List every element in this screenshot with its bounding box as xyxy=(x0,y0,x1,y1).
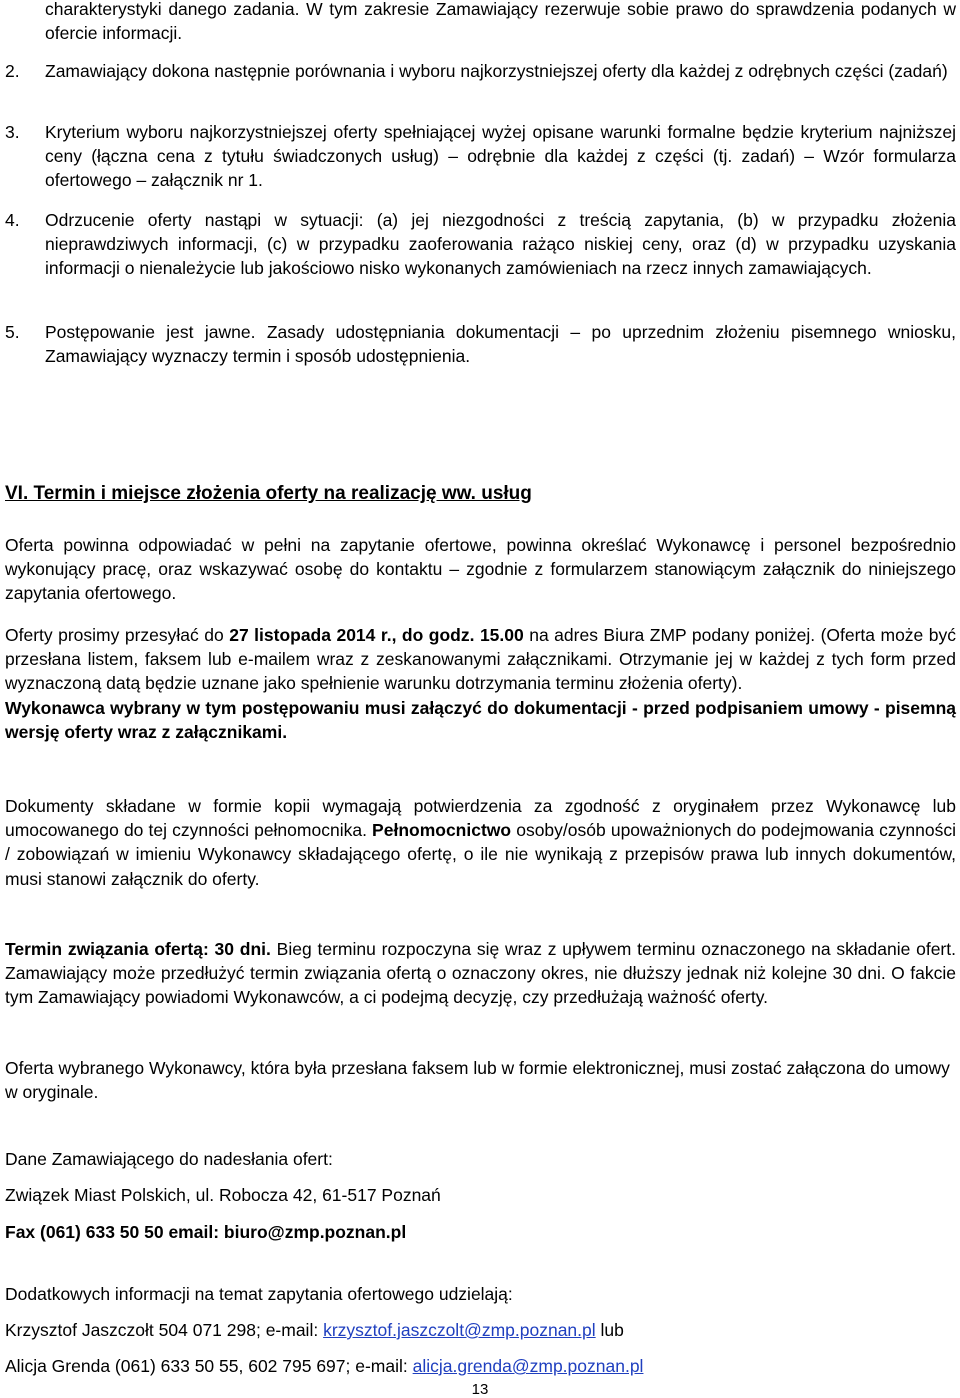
paragraph-deadline: Oferty prosimy przesyłać do 27 listopada 2014 r., do godz. 15.00 na adres Biura ZMP podany poniżej. (Oferta może być przesłana listem, faksem lub e-mailem wraz z zeskanowanymi załącznikami. Otrzymanie jej w każdej z tych form przed wyznaczoną datą będzie uznane jako spełnienie warunku dotrzymania terminu złożenia oferty). Wykonawca wybrany w tym postępowaniu musi załączyć do dokumentacji - przed podpisaniem umowy - pisemną wersję oferty wraz z załącznikami. xyxy=(5,623,956,744)
list-item-text: Postępowanie jest jawne. Zasady udostępniania dokumentacji – po uprzednim złożeniu pisemnego wniosku, Zamawiający wyznaczy termin i sposób udostępnienia. xyxy=(45,322,956,367)
contact-fax-email: Fax (061) 633 50 50 email: biuro@zmp.poznan.pl xyxy=(5,1222,407,1242)
paragraph-documents: Dokumenty składane w formie kopii wymagają potwierdzenia za zgodność z oryginałem przez Wykonawcę lub umocowanego do tej czynności pełnomocnika. Pełnomocnictwo osoby/osób upoważnionych do podejmowania czynności / zobowiązań w imieniu Wykonawcy składającego ofertę, o ile nie wynikają z przepisów prawa lub innych dokumentów, musi stanowi załącznik do oferty. xyxy=(5,796,956,889)
list-item-number: 2. xyxy=(5,61,20,81)
intro-paragraph: charakterystyki danego zadania. W tym zakresie Zamawiający rezerwuje sobie prawo do sprawdzenia podanych w ofercie informacji. xyxy=(45,0,956,44)
contact-person-2: Alicja Grenda (061) 633 50 55, 602 795 697; e-mail: alicja.grenda@zmp.poznan.pl xyxy=(5,1356,644,1376)
contact-label: Dane Zamawiającego do nadesłania ofert: xyxy=(5,1149,333,1169)
list-item-text: Odrzucenie oferty nastąpi w sytuacji: (a) jej niezgodności z treścią zapytania, (b) w przypadku złożenia nieprawdziwych informacji, (c) w przypadku zaoferowania rażąco niskiej ceny, oraz (d) w przypadku uzyskania informacji o nienależycie lub jakościowo nisko wykonanych zamówieniach na rzecz innych zamawiających. xyxy=(45,210,956,279)
deadline-date: 27 listopada 2014 r., do godz. 15.00 xyxy=(229,625,524,645)
paragraph-binding-term: Termin związania ofertą: 30 dni. Bieg terminu rozpoczyna się wraz z upływem terminu oznaczonego na składanie ofert. Zamawiający może przedłużyć termin związania ofertą o oznaczony okres, nie dłuższy jednak niż kolejne 30 dni. O fakcie tym Zamawiający powiadomi Wykonawców, a ci podejmą decyzję, czy przedłużają ważność oferty. xyxy=(5,939,956,1008)
list-item-text: Kryterium wyboru najkorzystniejszej oferty spełniającej wyżej opisane warunki formalne będzie kryterium najniższej ceny (łączna cena z tytułu świadczonych usług) – odrębnie dla każdej z części (tj. zadań) – Wzór formularza ofertowego – załącznik nr 1. xyxy=(45,122,956,191)
email-link-jaszczolt[interactable]: krzysztof.jaszczolt@zmp.poznan.pl xyxy=(323,1320,596,1340)
list-item-number: 3. xyxy=(5,122,20,142)
list-item-number: 4. xyxy=(5,210,20,230)
paragraph-original: Oferta wybranego Wykonawcy, która była przesłana faksem lub w formie elektronicznej, musi zostać załączona do umowy w oryginale. xyxy=(5,1058,950,1103)
paragraph-offer-content: Oferta powinna odpowiadać w pełni na zapytanie ofertowe, powinna określać Wykonawcę i personel bezpośrednio wykonujący pracę, oraz wskazywać osobę do kontaktu – zgodnie z formularzem stanowiącym załącznik do niniejszego zapytania ofertowego. xyxy=(5,535,956,604)
list-item xyxy=(5,208,956,281)
email-link-grenda[interactable]: alicja.grenda@zmp.poznan.pl xyxy=(412,1356,644,1376)
contact-person-1: Krzysztof Jaszczołt 504 071 298; e-mail: krzysztof.jaszczolt@zmp.poznan.pl lub xyxy=(5,1320,624,1340)
contractor-requirement: Wykonawca wybrany w tym postępowaniu musi załączyć do dokumentacji - przed podpisaniem umowy - pisemną wersję oferty wraz z załącznikami. xyxy=(5,697,956,742)
list-item-text: Zamawiający dokona następnie porównania i wyboru najkorzystniejszej oferty dla każdej z odrębnych części (zadań) xyxy=(45,61,948,81)
info-label: Dodatkowych informacji na temat zapytania ofertowego udzielają: xyxy=(5,1284,513,1304)
page-number: 13 xyxy=(471,1381,489,1398)
list-item-number: 5. xyxy=(5,322,20,342)
list-item xyxy=(5,120,956,193)
list-item xyxy=(5,320,956,368)
list-item xyxy=(5,59,956,83)
contact-address: Związek Miast Polskich, ul. Robocza 42, 61-517 Poznań xyxy=(5,1185,441,1205)
section-heading: VI. Termin i miejsce złożenia oferty na realizację ww. usług xyxy=(5,483,532,504)
